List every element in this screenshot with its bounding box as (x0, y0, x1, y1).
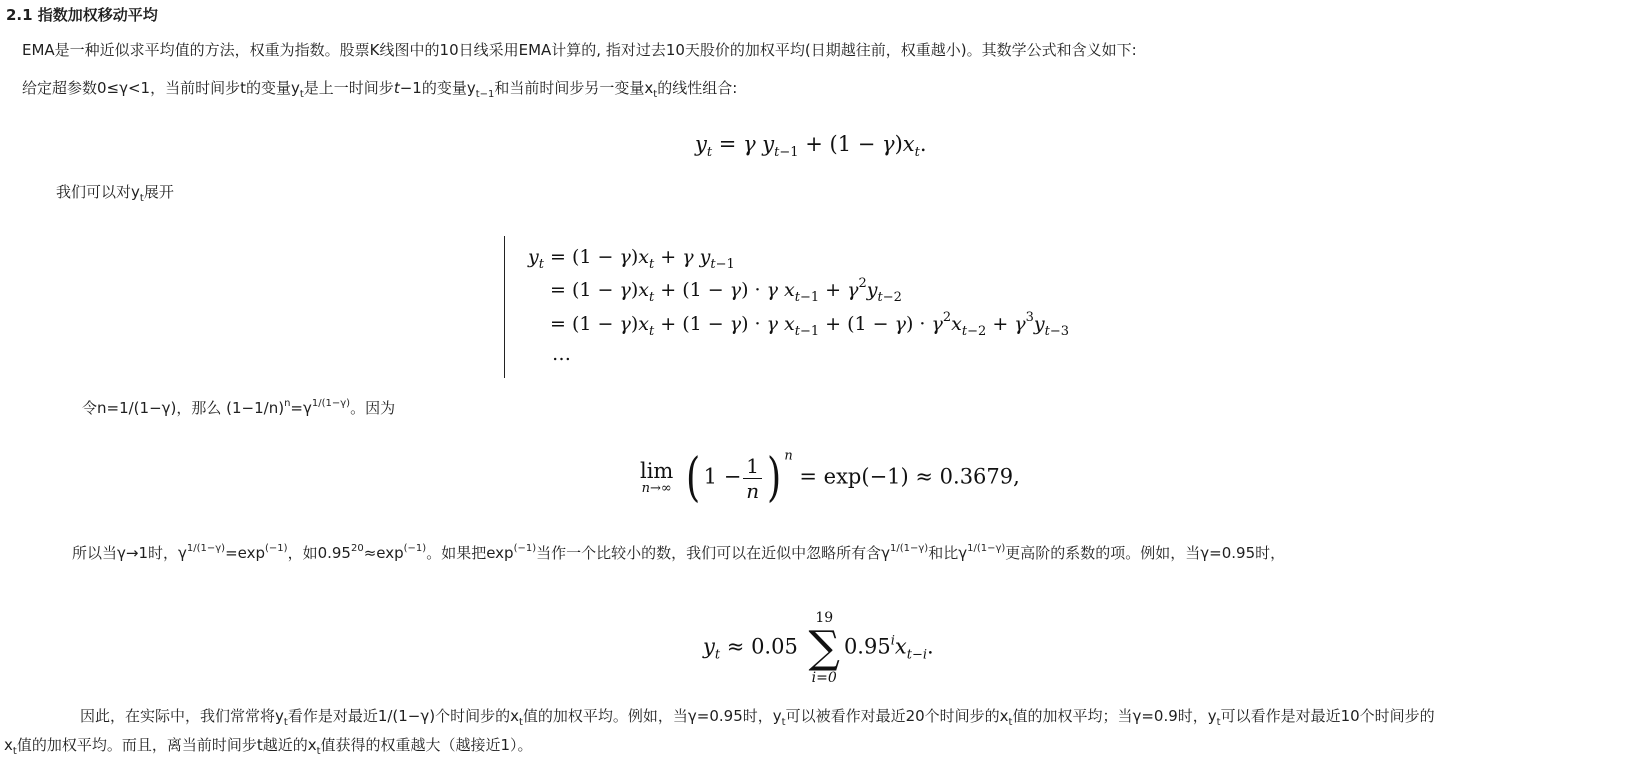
sum-operator: 19 ∑ i=0 (808, 610, 840, 686)
equation-limit: lim n→∞ ( 1 − $\frac{1}{n}$ ) $^n$ = exp(−1) ≈ 0.3679, (640, 448, 1020, 508)
paragraph-definition: 给定超参数0≤γ<1，当前时间步t的变量$y_t$是上一时间步t−1的变量$y_{t-1}$和当前时间步另一变量$x_t$的线性组合: (22, 79, 738, 100)
fraction: $\frac{1}{n}$ (743, 454, 762, 503)
paragraph-conclusion-line-1: 因此，在实际中，我们常常将$y_t$看作是对最近1/(1−γ)个时间步的$x_t$值的加权平均。例如，当γ=0.95时，$y_t$可以被看作对最近20个时间步的$x_t$值的加权平均；当γ=0.9时，$y_t$可以看作是对最近10个时间步的 (80, 707, 1435, 728)
paragraph-let-n: 令n=1/(1−γ)，那么 $(1-1/n)^n=\gamma^{1/(1-\gamma)}$。因为 (82, 398, 396, 417)
expansion-line-4: … (552, 343, 571, 365)
equation-bar (504, 236, 505, 378)
paragraph-intro: EMA是一种近似求平均值的方法，权重为指数。股票K线图中的10日线采用EMA计算的, 指对过去10天股价的加权平均(日期越往前，权重越小)。其数学公式和含义如下: (22, 41, 1137, 59)
paragraph-approximation: 所以当γ→1时，$\gamma^{1/(1-\gamma)}=\exp^{(-1)}$，如$0.95^{20}\approx\exp^{(-1)}$。如果把$\exp^{(-1)}$当作一个比较小的数，我们可以在近似中忽略所有含$\gamma^{1/(1-\gamma)}$和比$\gamma^{1/(1-\gamma)}$更高阶的系数的项。例如，当γ=0.95时， (72, 543, 1286, 562)
expansion-line-2: = $(1 - \gamma)x_t + (1 - \gamma) \cdot \gamma$ $x_{t-1} + \gamma^2y_{t-2}$ (550, 276, 902, 305)
section-heading: 2.1 指数加权移动平均 (6, 6, 158, 24)
expansion-line-3: = $(1 - \gamma)x_t + (1 - \gamma) \cdot \gamma$ $x_{t-1} + (1 - \gamma) \cdot \gamma^2x_{t-2} + \gamma^3y_{t-3}$ (550, 310, 1070, 339)
equation-ema: $y_t = \gamma$ $y_{t-1} + (1 - \gamma)x_t$. (695, 132, 927, 160)
paragraph-expand: 我们可以对$y_t$展开 (56, 183, 174, 204)
paragraph-conclusion-line-2: $x_t$值的加权平均。而且，离当前时间步t越近的$x_t$值获得的权重越大（越接近1）。 (4, 736, 533, 757)
limit-operator: lim n→∞ (640, 459, 674, 496)
equation-sum: $y_t \approx 0.05$ 19 ∑ i=0 $0.95^ix_{t-i}$. (703, 610, 934, 686)
expansion-line-1: $y_t = (1 - \gamma)x_t + \gamma$ $y_{t-1}$ (528, 246, 735, 272)
